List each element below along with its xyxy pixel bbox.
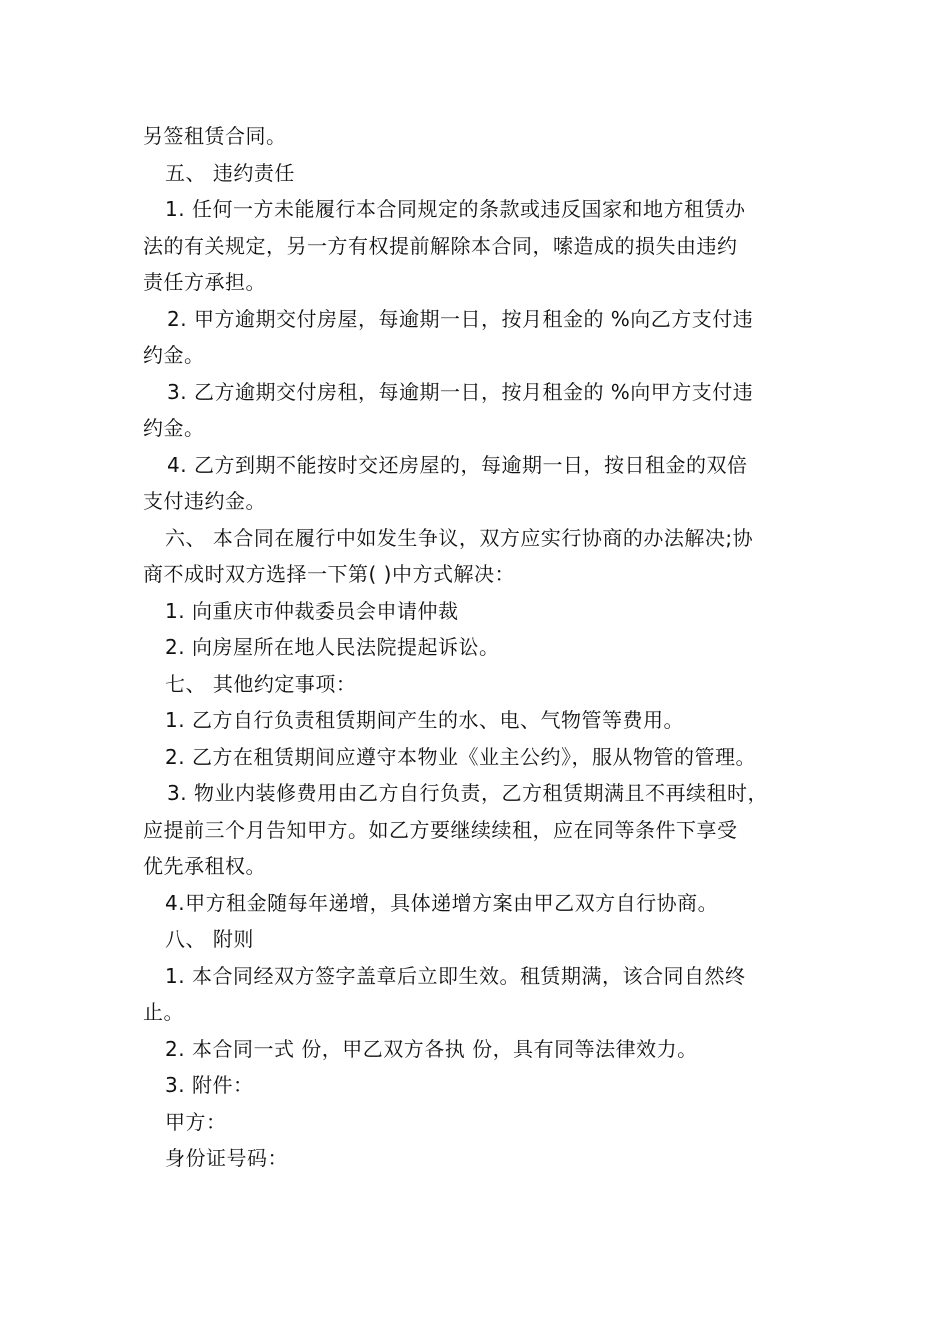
clause-8-1: 1. 本合同经双方签字盖章后立即生效。租赁期满，该合同自然终 [165,963,746,988]
clause-5-2: 2. 甲方逾期交付房屋，每逾期一日，按月租金的 %向乙方支付违 [167,306,754,331]
clause-5-3-cont: 约金。 [143,416,205,440]
clause-6-2: 2. 向房屋所在地人民法院提起诉讼。 [165,635,500,659]
clause-5-1: 1. 任何一方未能履行本合同规定的条款或违反国家和地方租赁办 [165,197,746,221]
section-heading-8: 八、 附则 [165,927,254,951]
paragraph-line: 另签租赁合同。 [143,124,287,148]
section-6-cont: 商不成时双方选择一下第( )中方式解决： [143,562,515,586]
clause-7-3-cont: 应提前三个月告知甲方。如乙方要继续续租，应在同等条件下享受 [143,817,738,842]
section-heading-6: 六、 本合同在履行中如发生争议，双方应实行协商的办法解决;协 [165,525,754,550]
clause-7-4: 4.甲方租金随每年递增，具体递增方案由甲乙双方自行协商。 [165,890,719,915]
clause-5-4: 4. 乙方到期不能按时交还房屋的，每逾期一日，按日租金的双倍 [167,452,748,477]
section-heading-7: 七、 其他约定事项： [165,671,357,696]
clause-6-1: 1. 向重庆市仲裁委员会申请仲裁 [165,598,459,623]
document-body [143,118,813,1177]
clause-5-2-cont: 约金。 [143,343,205,367]
id-number-label: 身份证号码： [165,1146,288,1170]
clause-5-3: 3. 乙方逾期交付房租，每逾期一日，按月租金的 %向甲方支付违 [167,379,754,404]
clause-5-1-cont: 责任方承担。 [143,270,266,294]
party-a-label: 甲方： [165,1109,227,1134]
section-heading-5: 五、 违约责任 [165,160,295,185]
clause-7-1: 1. 乙方自行负责租赁期间产生的水、电、气物管等费用。 [165,708,684,732]
clause-8-3: 3. 附件： [165,1073,254,1097]
clause-7-3-cont: 优先承租权。 [143,854,266,878]
clause-5-1-cont: 法的有关规定，另一方有权提前解除本合同，嗦造成的损失由违约 [143,233,738,258]
clause-8-1-cont: 止。 [143,1000,184,1024]
clause-7-2: 2. 乙方在租赁期间应遵守本物业《业主公约》，服从物管的管理。 [165,744,756,769]
clause-7-3: 3. 物业内装修费用由乙方自行负责，乙方租赁期满且不再续租时， [167,781,768,805]
clause-8-2: 2. 本合同一式 份，甲乙双方各执 份，具有同等法律效力。 [165,1036,698,1061]
clause-5-4-cont: 支付违约金。 [143,489,266,513]
